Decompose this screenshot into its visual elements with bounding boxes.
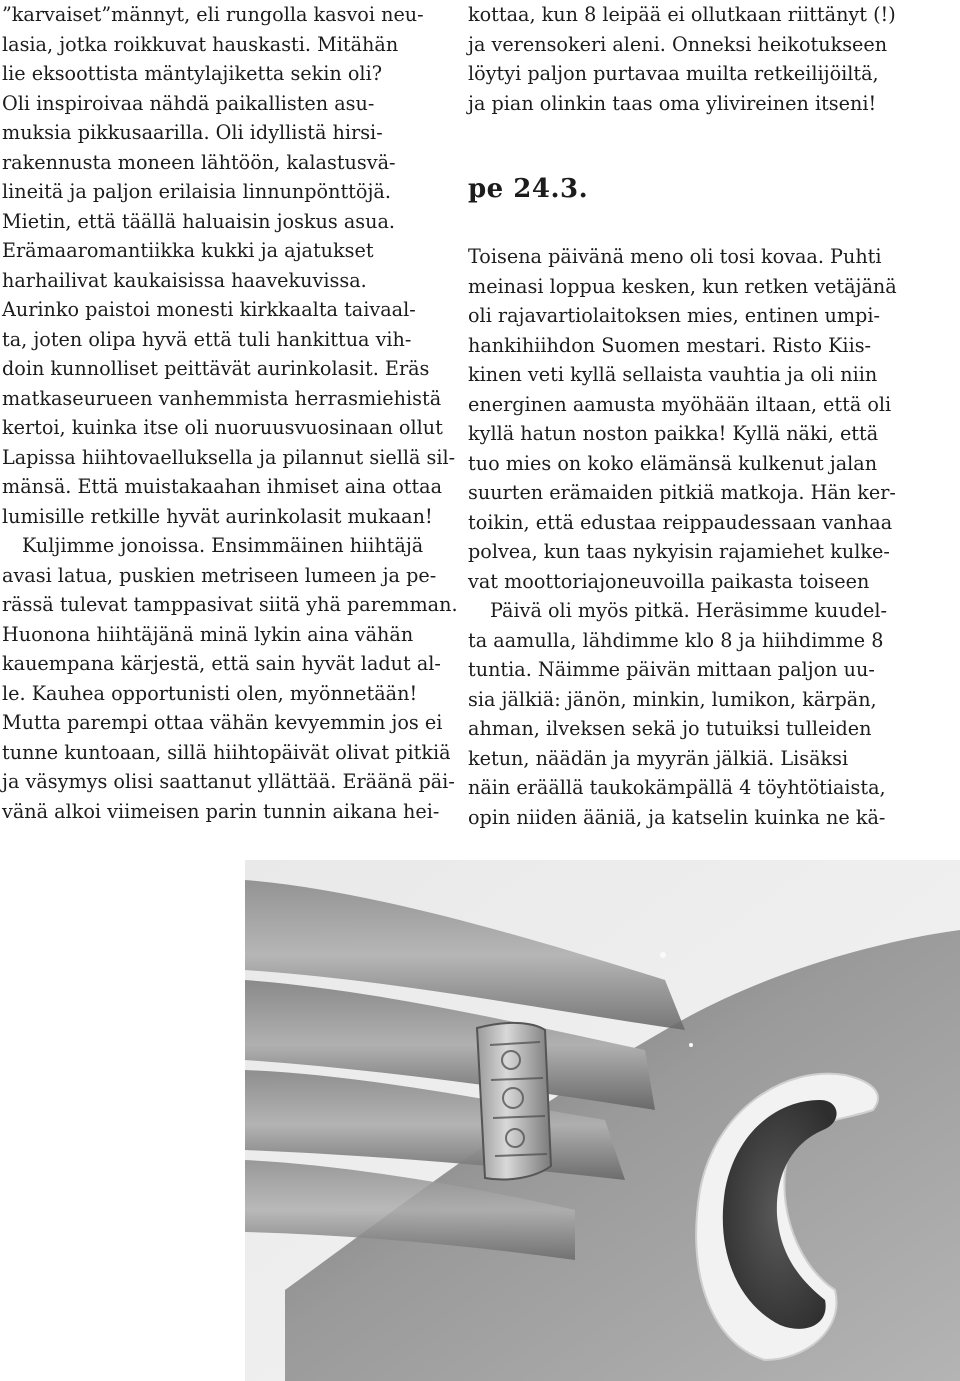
text-line: ahman, ilveksen sekä jo tutuiksi tulleiden (468, 717, 872, 740)
text-line: doin kunnolliset peittävät aurinkolasit. Eräs (2, 357, 430, 380)
text-line: kertoi, kuinka itse oli nuoruusvuosinaan ollut (2, 416, 443, 439)
text-line: opin niiden ääniä, ja katselin kuinka ne kä- (468, 805, 886, 829)
text-line: ta aamulla, lähdimme klo 8 ja hiihdimme 8 (468, 628, 884, 652)
photo-illustration (245, 860, 960, 1381)
text-line: vänä alkoi viimeisen parin tunnin aikana hei- (2, 799, 440, 823)
text-line: Erämaaromantiikka kukki ja ajatukset (2, 239, 374, 262)
text-line: Mutta parempi ottaa vähän kevyemmin jos ei (2, 711, 443, 734)
text-line: ja verensokeri aleni. Onneksi heikotukseen (468, 32, 888, 56)
text-line: lie eksoottista mäntylajiketta sekin oli? (2, 62, 382, 85)
text-line: Toisena päivänä meno oli tosi kovaa. Puhti (468, 245, 882, 268)
text-line: toikin, että edustaa reippaudessaan vanhaa (468, 510, 893, 534)
text-line: ta, joten olipa hyvä että tuli hankittua vih- (2, 327, 412, 351)
text-line: muksia pikkusaarilla. Oli idyllistä hirsi- (2, 121, 383, 144)
text-line: Mietin, että täällä haluaisin joskus asua. (2, 209, 396, 233)
text-line: rakennusta moneen lähtöön, kalastusvä- (2, 150, 396, 174)
text-line: Kuljimme jonoissa. Ensimmäinen hiihtäjä (22, 534, 424, 557)
text-line: löytyi paljon purtavaa muilta retkeilijöiltä, (468, 62, 879, 85)
text-line: ja väsymys olisi saattanut yllättää. Eräänä päi- (2, 770, 455, 793)
text-line: le. Kauhea opportunisti olen, myönnetään! (2, 681, 418, 705)
text-line: kottaa, kun 8 leipää ei ollutkaan riittänyt (!) (468, 3, 896, 26)
text-line: tuntia. Näimme päivän mittaan paljon uu- (468, 658, 875, 681)
hand-with-ring-photo (245, 860, 960, 1381)
text-line: Huonona hiihtäjänä minä lykin aina vähän (2, 622, 414, 646)
text-line: rässä tulevat tamppasivat siitä yhä paremman. (2, 593, 458, 616)
text-line: vat moottoriajoneuvoilla paikasta toiseen (468, 569, 870, 593)
text-line: ”karvaiset”männyt, eli rungolla kasvoi neu- (2, 3, 424, 26)
text-line: Oli inspiroivaa nähdä paikallisten asu- (2, 91, 375, 115)
date-heading: pe 24.3. (468, 174, 589, 204)
text-line: Aurinko paistoi monesti kirkkaalta taivaal- (2, 298, 416, 321)
text-line: Päivä oli myös pitkä. Heräsimme kuudel- (490, 599, 887, 622)
text-line: ketun, näädän ja myyrän jälkiä. Lisäksi (468, 746, 849, 770)
text-line: sia jälkiä: jänön, minkin, lumikon, kärpän, (468, 687, 877, 711)
text-line: ja pian olinkin taas oma ylivireinen itseni! (468, 91, 877, 115)
text-line: kinen veti kyllä sellaista vauhtia ja oli niin (468, 363, 878, 386)
text-line: harhailivat kaukaisissa haavekuvissa. (2, 268, 367, 292)
text-line: avasi latua, puskien metriseen lumeen ja pe- (2, 563, 437, 587)
right-text-column (468, 0, 913, 832)
text-line: kyllä hatun noston paikka! Kyllä näki, että (468, 422, 879, 445)
text-line: matkaseurueen vanhemmista herrasmiehistä (2, 386, 442, 410)
text-line: lineitä ja paljon erilaisia linnunpönttöjä. (2, 180, 391, 203)
text-line: tuo mies on koko elämänsä kulkenut jalan (468, 451, 878, 475)
left-text-column (0, 0, 458, 826)
text-line: meinasi loppua kesken, kun retken vetäjänä (468, 274, 897, 298)
text-line: mänsä. Että muistakaahan ihmiset aina ottaa (2, 475, 443, 498)
text-line: lasia, jotka roikkuvat hauskasti. Mitähän (2, 32, 399, 56)
text-line: tunne kuntoaan, sillä hiihtopäivät olivat pitkiä (2, 740, 451, 764)
text-line: energinen aamusta myöhään iltaan, että oli (468, 392, 892, 416)
text-line: polvea, kun taas nykyisin rajamiehet kulke- (468, 540, 890, 563)
text-line: näin eräällä taukokämpällä 4 töyhtötiaista, (468, 776, 886, 799)
text-line: kauempana kärjestä, että sain hyvät ladut al- (2, 652, 441, 675)
text-line: lumisille retkille hyvät aurinkolasit mukaan! (2, 504, 433, 528)
text-line: oli rajavartiolaitoksen mies, entinen umpi- (468, 304, 880, 327)
text-line: hankihiihdon Suomen mestari. Risto Kiis- (468, 333, 872, 357)
text-line: suurten erämaiden pitkiä matkoja. Hän ker- (468, 481, 896, 504)
text-line: Lapissa hiihtovaelluksella ja pilannut siellä sil- (2, 445, 456, 469)
